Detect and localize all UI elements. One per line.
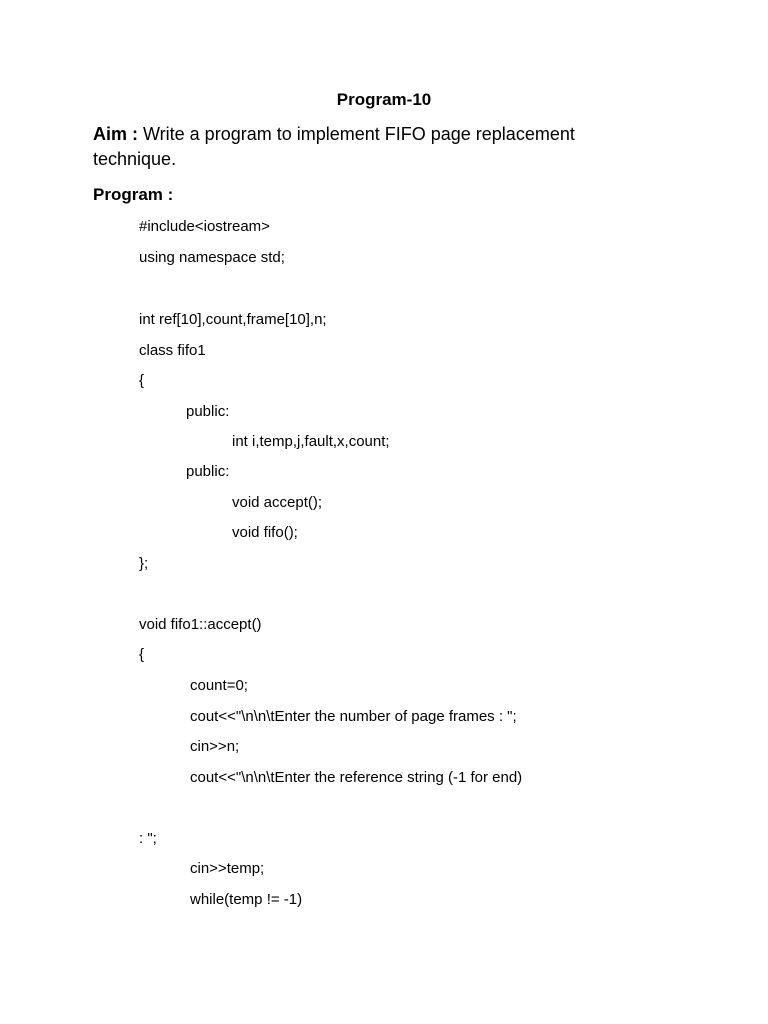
code-line: public:: [186, 403, 230, 420]
code-line: count=0;: [190, 677, 248, 694]
code-line: {: [139, 646, 145, 663]
code-line: : ";: [139, 830, 157, 847]
aim-paragraph: [93, 122, 633, 172]
code-line: cin>>n;: [190, 738, 240, 755]
code-line: cin>>temp;: [190, 860, 265, 877]
code-line: while(temp != -1): [190, 891, 303, 908]
page-title: Program-10: [336, 90, 432, 109]
code-line: class fifo1: [139, 342, 206, 359]
aim-text: Write a program to implement FIFO page replacement technique.: [93, 124, 575, 169]
code-line: {: [139, 372, 145, 389]
code-line: public:: [186, 463, 230, 480]
code-line: cout<<"\n\n\tEnter the reference string (-1 for end): [190, 769, 523, 786]
code-line: int ref[10],count,frame[10],n;: [139, 311, 327, 328]
code-line: void fifo();: [232, 524, 298, 541]
code-line: cout<<"\n\n\tEnter the number of page frames : ";: [190, 708, 517, 725]
code-line: using namespace std;: [139, 249, 285, 266]
code-line: int i,temp,j,fault,x,count;: [232, 433, 390, 450]
aim-label: Aim :: [93, 124, 138, 144]
program-label: Program :: [93, 185, 174, 204]
code-line: void accept();: [232, 494, 323, 511]
code-line: };: [139, 555, 149, 572]
code-line: void fifo1::accept(): [139, 616, 262, 633]
code-line: #include<iostream>: [139, 218, 270, 235]
